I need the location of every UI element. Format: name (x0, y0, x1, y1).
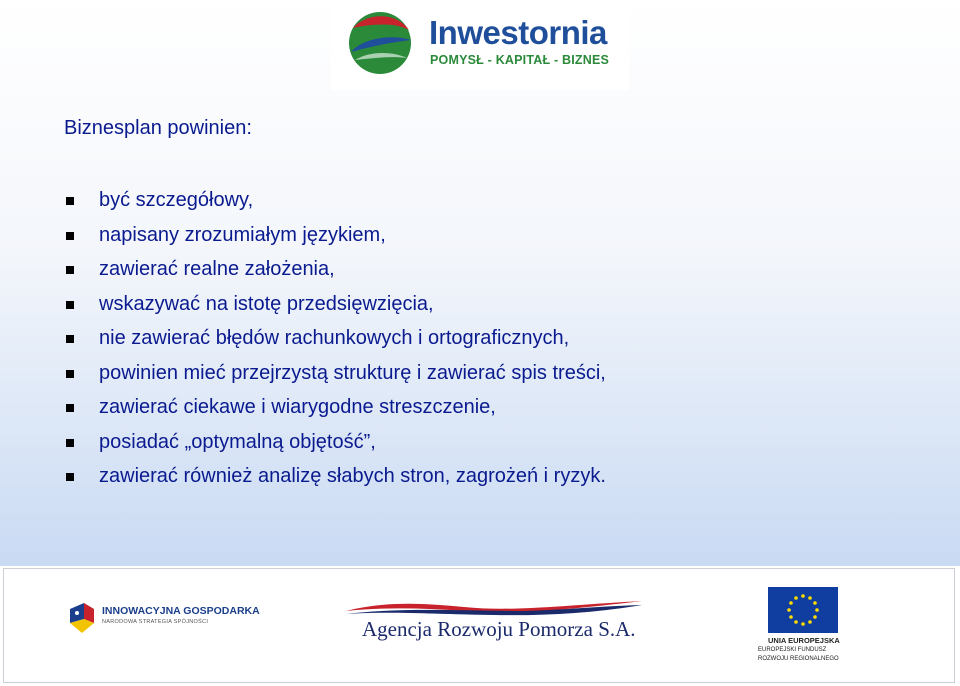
innovative-economy-logo (66, 599, 266, 639)
eu-logo (754, 587, 854, 667)
square-bullet-icon (66, 404, 74, 412)
eu-stars-icon (768, 587, 838, 633)
square-bullet-icon (66, 301, 74, 309)
page-heading: Biznesplan powinien: (64, 117, 252, 139)
agency-logo (344, 597, 644, 647)
bullet-item (64, 252, 606, 287)
bullet-item (64, 459, 606, 494)
bullet-text: zawierać ciekawe i wiarygodne streszczenie, (99, 396, 496, 418)
bullet-text: posiadać „optymalną objętość”, (99, 430, 376, 453)
square-bullet-icon (66, 266, 74, 274)
bullet-list (64, 183, 606, 494)
bullet-item (64, 321, 606, 356)
square-bullet-icon (66, 370, 74, 378)
bullet-text: zawierać realne założenia, (99, 258, 335, 280)
bullet-text: wskazywać na istotę przedsięwzięcia, (99, 292, 434, 315)
square-bullet-icon (66, 232, 74, 240)
eu-label: UNIA EUROPEJSKA (768, 636, 840, 645)
agency-name: Agencja Rozwoju Pomorza S.A. (362, 617, 636, 641)
footer-logos (3, 568, 955, 683)
eu-fund-label-2: ROZWOJU REGIONALNEGO (758, 656, 839, 662)
square-bullet-icon (66, 473, 74, 481)
bullet-text: napisany zrozumiałym językiem, (99, 223, 386, 246)
bullet-text: zawierać również analizę słabych stron, zagrożeń i ryzyk. (99, 465, 606, 487)
bullet-text: nie zawierać błędów rachunkowych i ortograficznych, (99, 327, 570, 349)
square-bullet-icon (66, 197, 74, 205)
bullet-item (64, 425, 606, 460)
bullet-item (64, 390, 606, 425)
innovative-economy-subtitle: NARODOWA STRATEGIA SPÓJNOŚCI (102, 619, 209, 625)
bullet-text: być szczegółowy, (99, 189, 254, 211)
square-bullet-icon (66, 439, 74, 447)
bullet-text: powinien mieć przejrzystą strukturę i zawierać spis treści, (99, 361, 606, 384)
bullet-item (64, 183, 606, 218)
bullet-item (64, 356, 606, 391)
logo-name: Inwestornia (429, 14, 607, 51)
inwestornia-globe-icon (345, 8, 415, 78)
bullet-item (64, 287, 606, 322)
bullet-item (64, 218, 606, 253)
logo-tagline: POMYSŁ - KAPITAŁ - BIZNES (430, 53, 610, 67)
innovative-economy-icon (66, 599, 98, 637)
innovative-economy-title: INNOWACYJNA GOSPODARKA (102, 605, 260, 617)
inwestornia-logo (331, 4, 629, 90)
square-bullet-icon (66, 335, 74, 343)
eu-fund-label: EUROPEJSKI FUNDUSZ (758, 647, 827, 653)
eu-flag-icon (768, 587, 838, 633)
wave-icon (344, 597, 644, 619)
